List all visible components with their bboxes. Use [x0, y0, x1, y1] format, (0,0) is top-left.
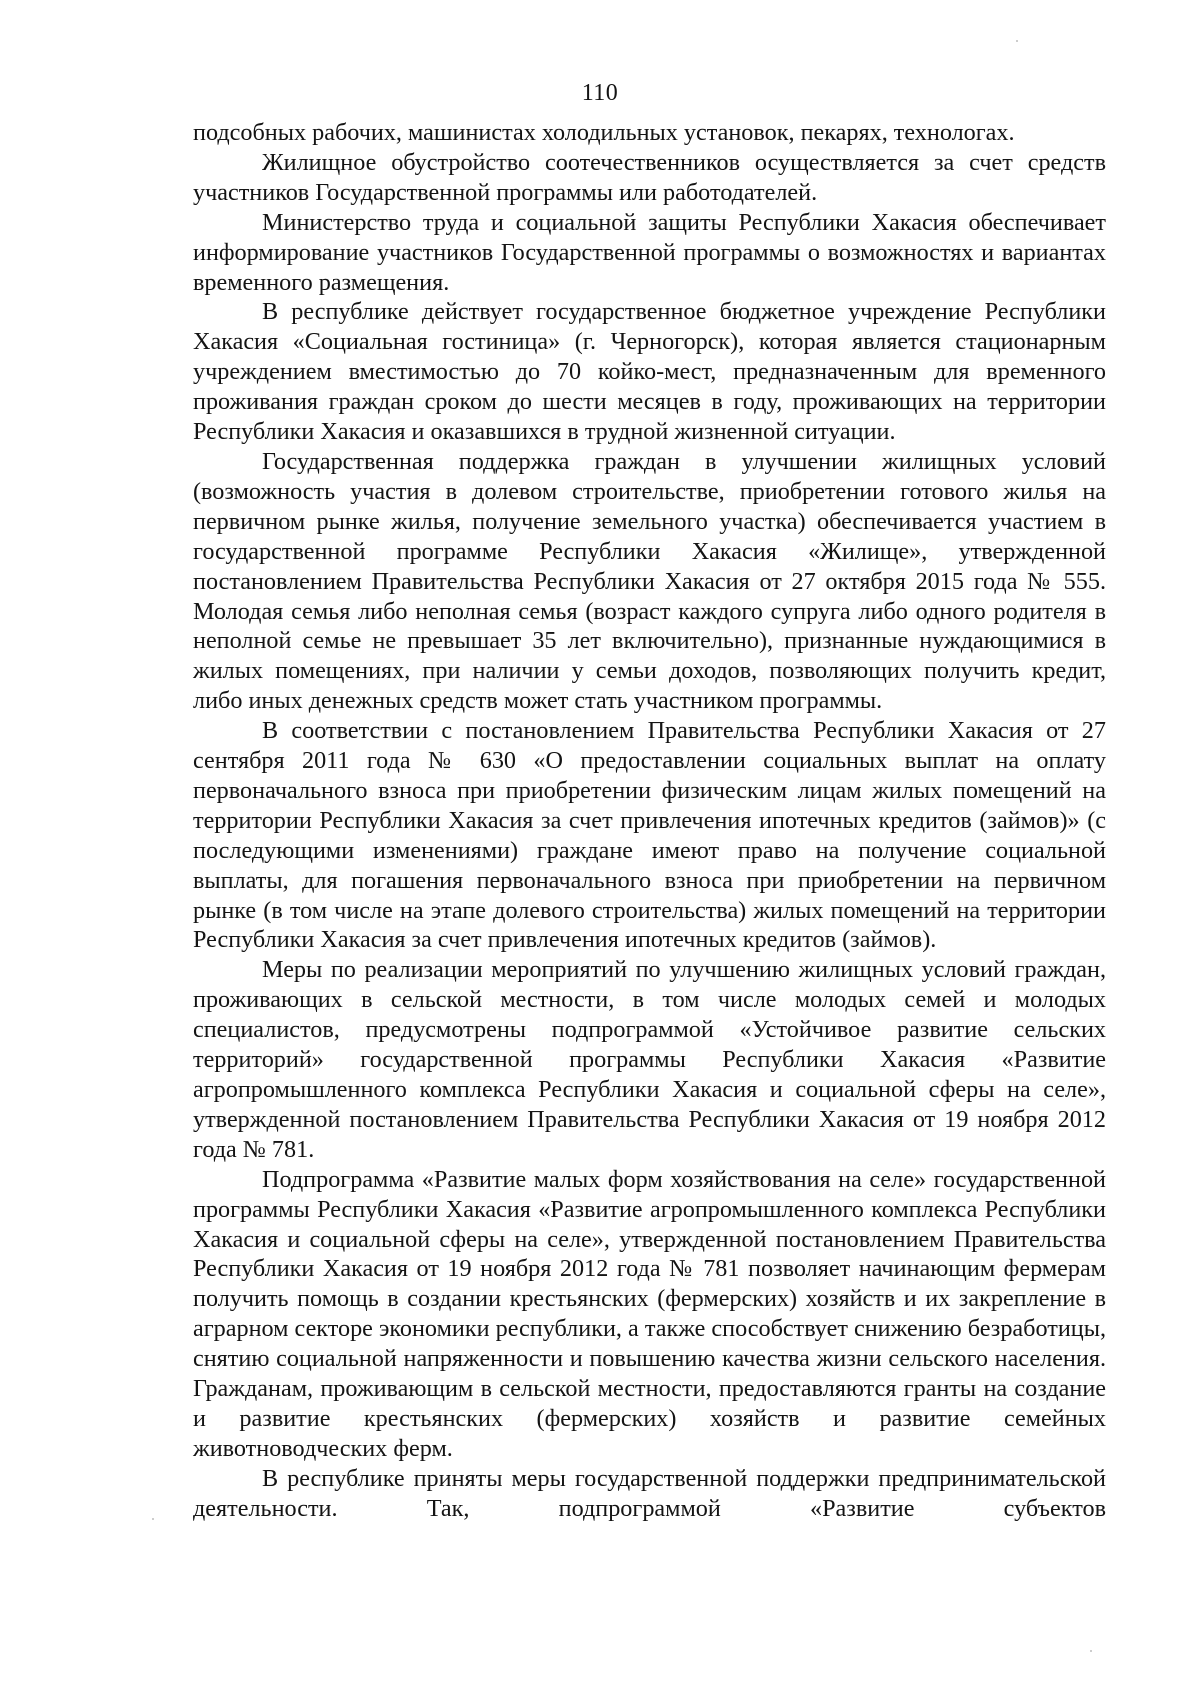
paragraph-6: В соответствии с постановлением Правительства Республики Хакасия от 27 сентября 2011 года № 630 «О предоставлении социальных выплат на оплату первоначального взноса при приобретении физическим лицам жилых помещений на территории Республики Хакасия за счет привлечения ипотечных кредитов (займов)» (с последующими изменениями) граждане имеют право на получение социальной выплаты, для погашения первоначального взноса при приобретении на первичном рынке (в том числе на этапе долевого строительства) жилых помещений на территории Республики Хакасия за счет привлечения ипотечных кредитов (займов).	[193, 717, 1106, 954]
paragraph-3: Министерство труда и социальной защиты Республики Хакасия обеспечивает информирование участников Государственной программы о возможностях и вариантах временного размещения.	[193, 208, 1106, 296]
paragraph-7: Меры по реализации мероприятий по улучшению жилищных условий граждан, проживающих в сельской местности, в том числе молодых семей и молодых специалистов, предусмотрены подпрограммой «Устойчивое развитие сельских территорий» государственной программы Республики Хакасия «Развитие агропромышленного комплекса Республики Хакасия и социальной сферы на селе», утвержденной постановлением Правительства Республики Хакасия от 19 ноября 2012 года № 781.	[193, 956, 1106, 1163]
paragraph-9: В республике приняты меры государственной поддержки предпринимательской деятельности. Так, подпрограммой «Развитие субъектов	[193, 1464, 1106, 1522]
paragraph-2: Жилищное обустройство соотечественников осуществляется за счет средств участников Государственной программы или работодателей.	[193, 148, 1106, 206]
body-text	[193, 118, 1106, 1524]
scan-speck	[1090, 1650, 1092, 1652]
paragraph-5: Государственная поддержка граждан в улучшении жилищных условий (возможность участия в долевом строительстве, приобретении готового жилья на первичном рынке жилья, получение земельного участка) обеспечивается участием в государственной программе Республики Хакасия «Жилище», утвержденной постановлением Правительства Республики Хакасия от 27 октября 2015 года № 555. Молодая семья либо неполная семья (возраст каждого супруга либо одного родителя в неполной семье не превышает 35 лет включительно), признанные нуждающимися в жилых помещениях, при наличии у семьи доходов, позволяющих получить кредит, либо иных денежных средств может стать участником программы.	[193, 447, 1106, 715]
paragraph-8: Подпрограмма «Развитие малых форм хозяйствования на селе» государственной программы Республики Хакасия «Развитие агропромышленного комплекса Республики Хакасия и социальной сферы на селе», утвержденной постановлением Правительства Республики Хакасия от 19 ноября 2012 года № 781 позволяет начинающим фермерам получить помощь в создании крестьянских (фермерских) хозяйств и их закрепление в аграрном секторе экономики республики, а также способствует снижению безработицы, снятию социальной напряженности и повышению качества жизни сельского населения. Гражданам, проживающим в сельской местности, предоставляются гранты на создание и развитие крестьянских (фермерских) хозяйств и развитие семейных животноводческих ферм.	[193, 1165, 1106, 1462]
scan-speck	[1016, 40, 1018, 42]
page-number: 110	[581, 80, 619, 106]
paragraph-1: подсобных рабочих, машинистах холодильных установок, пекарях, технологах.	[193, 119, 1015, 146]
paragraph-4: В республике действует государственное бюджетное учреждение Республики Хакасия «Социальная гостиница» (г. Черногорск), которая является стационарным учреждением вместимостью до 70 койко-мест, предназначенным для временного проживания граждан сроком до шести месяцев в году, проживающих на территории Республики Хакасия и оказавшихся в трудной жизненной ситуации.	[193, 298, 1106, 446]
scan-speck	[152, 1518, 154, 1520]
